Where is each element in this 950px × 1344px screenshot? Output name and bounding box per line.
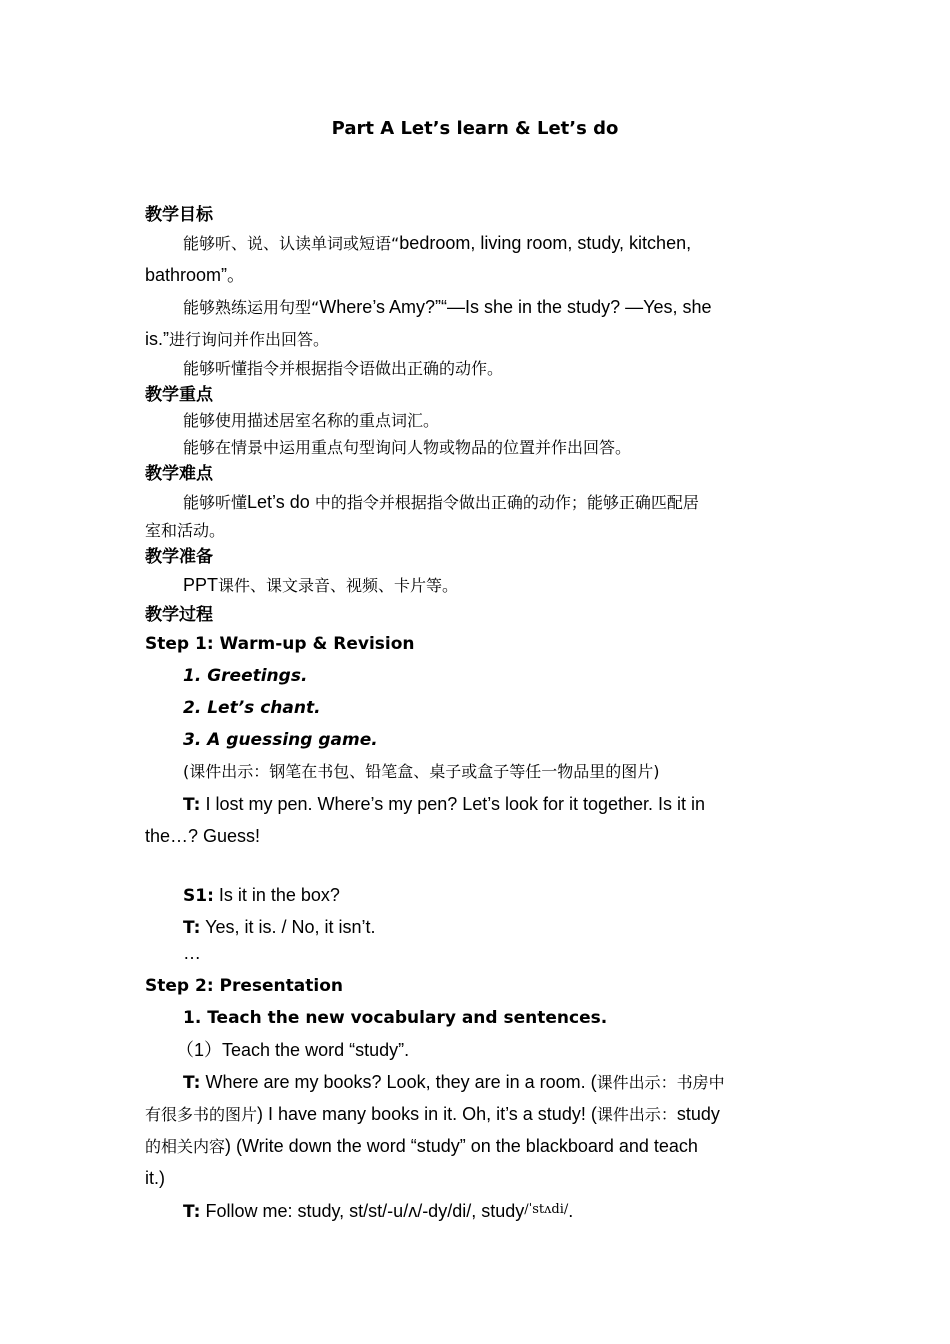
step2-teacher-line1: T: Where are my books? Look, they are in a room. (课件出示：书房中 [183,1072,725,1093]
step2-teacher-line4: it.) [145,1168,165,1188]
difficulty-line1: 能够听懂Let’s do 中的指令并根据指令做出正确的动作；能够正确匹配居 [183,492,699,512]
objective-1-line1: 能够听、说、认读单词或短语“bedroom, living room, study, kitchen, [183,233,692,253]
objectives-heading: 教学目标 [145,205,213,225]
step1-heading: Step 1: Warm-up & Revision [145,634,415,654]
key-point-2: 能够在情景中运用重点句型询问人物或物品的位置并作出回答。 [183,438,632,457]
step1-note: (课件出示：钢笔在书包、铅笔盒、桌子或盒子等任一物品里的图片) [183,762,660,781]
objective-2-line1: 能够熟练运用句型“Where’s Amy?”“—Is she in the study? —Yes, she [183,297,712,317]
step1-student-line: S1: Is it in the box? [183,885,340,906]
step1-teacher-line2: the…? Guess! [145,826,261,846]
key-point-1: 能够使用描述居室名称的重点词汇。 [183,411,440,430]
step1-ellipsis: … [183,943,201,963]
objective-1-line2: bathroom”。 [145,265,246,285]
step2-sub-1: （1）Teach the word “study”. [176,1040,410,1060]
step2-teacher-line2: 有很多书的图片) I have many books in it. Oh, it’s a study! (课件出示：study [145,1104,720,1124]
step1-item-1: 1. Greetings. [183,666,308,686]
step1-teacher-reply: T: Yes, it is. / No, it isn’t. [183,917,376,938]
difficulty-line2: 室和活动。 [145,521,226,540]
page-title: Part A Let’s learn & Let’s do [331,118,619,139]
key-points-heading: 教学重点 [145,385,213,405]
preparation-text: PPT课件、课文录音、视频、卡片等。 [183,575,459,595]
objective-2-line2: is.”进行询问并作出回答。 [145,329,330,349]
step2-follow-line: T: Follow me: study, st/st/-u/ʌ/-dy/di/, study$^{/ˈstʌdi/}$. [183,1201,574,1222]
step1-item-2: 2. Let’s chant. [183,698,321,718]
difficulties-heading: 教学难点 [145,464,213,484]
step1-item-3: 3. A guessing game. [183,730,378,750]
process-heading: 教学过程 [145,605,213,625]
step2-teacher-line3: 的相关内容) (Write down the word “study” on the blackboard and teach [145,1136,698,1156]
step2-heading: Step 2: Presentation [145,976,343,996]
preparation-heading: 教学准备 [145,547,213,567]
objective-3: 能够听懂指令并根据指令语做出正确的动作。 [183,359,504,378]
step1-teacher-line1: T: I lost my pen. Where’s my pen? Let’s look for it together. Is it in [183,794,706,815]
step2-item-1: 1. Teach the new vocabulary and sentences. [183,1008,608,1028]
